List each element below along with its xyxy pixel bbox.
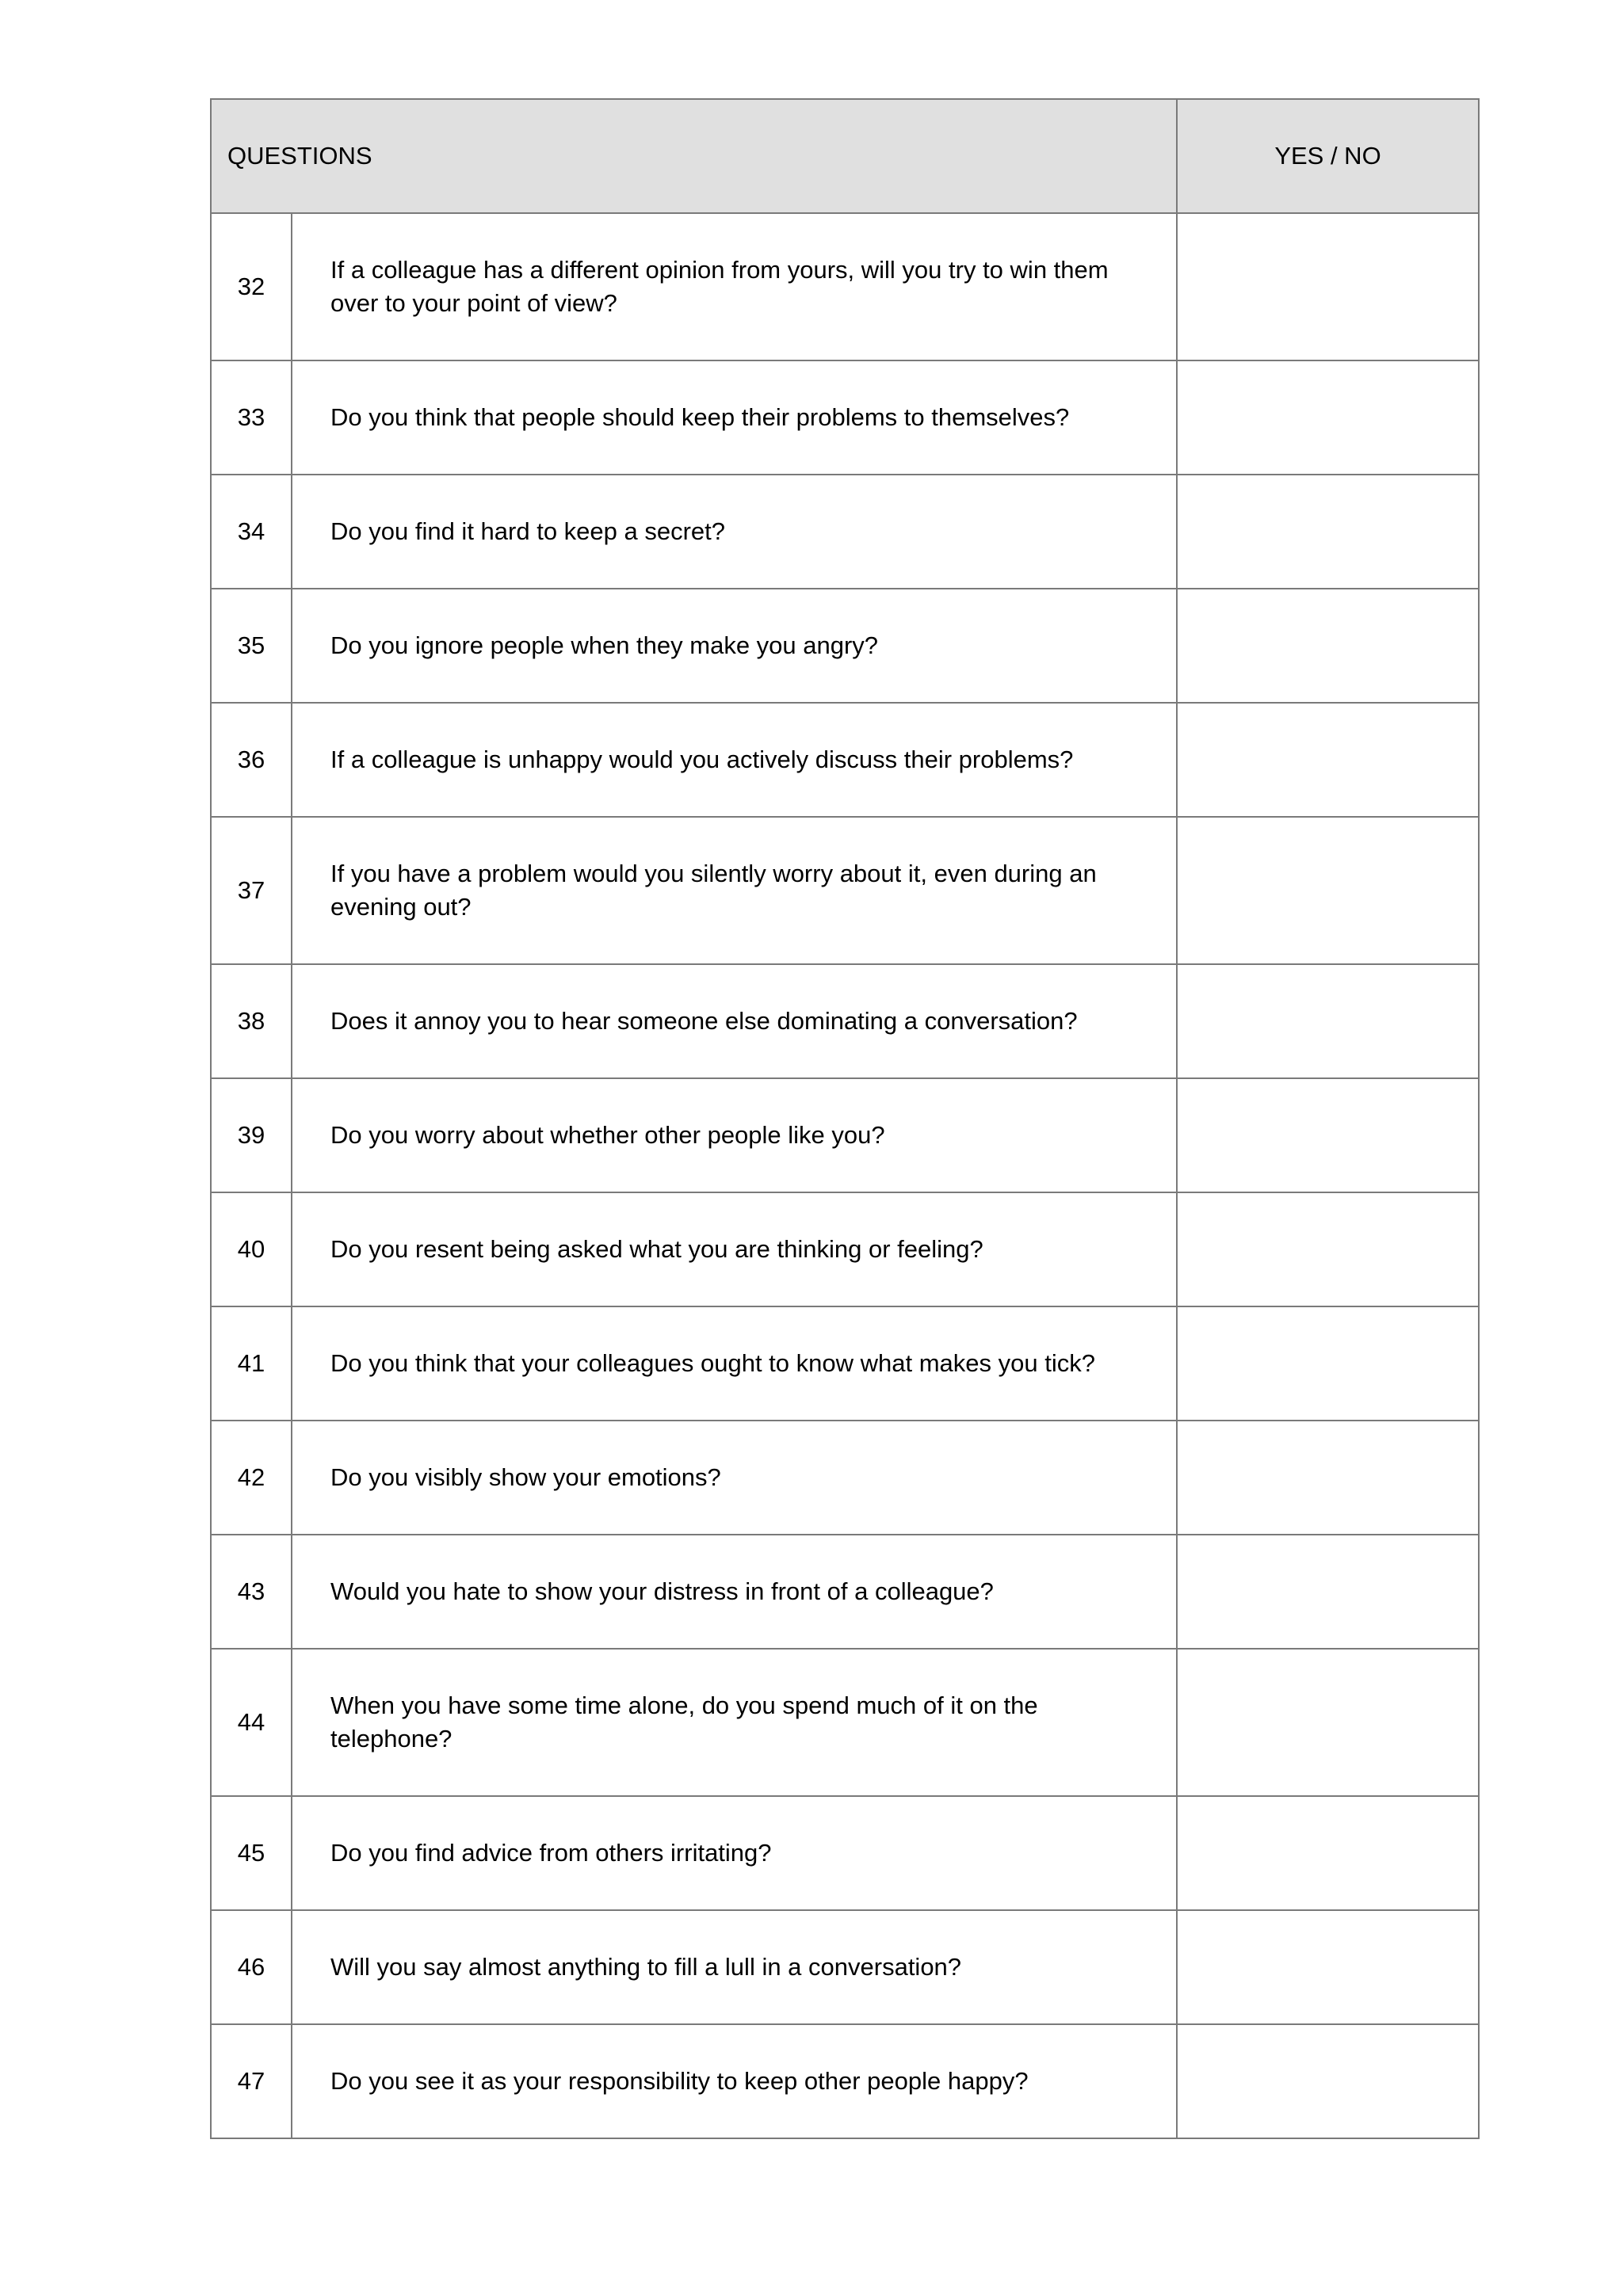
table-row [211,475,1479,589]
question-text: Do you see it as your responsibility to keep other people happy? [292,2024,1177,2138]
question-text: If a colleague has a different opinion from yours, will you try to win them over to your point of view? [292,213,1177,360]
question-text: Do you resent being asked what you are thinking or feeling? [292,1192,1177,1306]
table-row [211,589,1479,703]
question-text: Do you visibly show your emotions? [292,1421,1177,1535]
question-text: Do you find it hard to keep a secret? [292,475,1177,589]
answer-cell[interactable] [1177,964,1479,1078]
question-text: Will you say almost anything to fill a lull in a conversation? [292,1910,1177,2024]
table-row [211,1192,1479,1306]
table-header-row [211,99,1479,213]
answer-cell[interactable] [1177,1910,1479,2024]
question-number: 44 [211,1649,292,1796]
question-number: 38 [211,964,292,1078]
table-row [211,213,1479,360]
question-number: 33 [211,360,292,475]
table-row [211,703,1479,817]
question-number: 42 [211,1421,292,1535]
answer-cell[interactable] [1177,1078,1479,1192]
question-number: 40 [211,1192,292,1306]
question-text: Would you hate to show your distress in front of a colleague? [292,1535,1177,1649]
question-number: 46 [211,1910,292,2024]
question-number: 43 [211,1535,292,1649]
answer-cell[interactable] [1177,1306,1479,1421]
question-number: 37 [211,817,292,964]
table-row [211,1910,1479,2024]
table-row [211,2024,1479,2138]
question-text: Does it annoy you to hear someone else dominating a conversation? [292,964,1177,1078]
table-row [211,1535,1479,1649]
table-row [211,360,1479,475]
table-row [211,1796,1479,1910]
answer-cell[interactable] [1177,703,1479,817]
table-row [211,817,1479,964]
question-number: 36 [211,703,292,817]
questions-column-header: QUESTIONS [211,99,1177,213]
answer-cell[interactable] [1177,213,1479,360]
question-text: If you have a problem would you silently worry about it, even during an evening out? [292,817,1177,964]
answer-cell[interactable] [1177,1421,1479,1535]
question-text: Do you ignore people when they make you angry? [292,589,1177,703]
question-text: Do you think that your colleagues ought to know what makes you tick? [292,1306,1177,1421]
question-number: 34 [211,475,292,589]
question-text: If a colleague is unhappy would you actively discuss their problems? [292,703,1177,817]
question-text: Do you worry about whether other people like you? [292,1078,1177,1192]
table-row [211,1649,1479,1796]
question-number: 32 [211,213,292,360]
question-number: 47 [211,2024,292,2138]
table-row [211,964,1479,1078]
question-text: Do you find advice from others irritating? [292,1796,1177,1910]
table-row [211,1421,1479,1535]
answer-cell[interactable] [1177,589,1479,703]
answer-cell[interactable] [1177,2024,1479,2138]
table-row [211,1078,1479,1192]
question-number: 39 [211,1078,292,1192]
question-text: Do you think that people should keep their problems to themselves? [292,360,1177,475]
question-number: 35 [211,589,292,703]
answer-cell[interactable] [1177,1796,1479,1910]
answer-cell[interactable] [1177,475,1479,589]
question-number: 45 [211,1796,292,1910]
table-row [211,1306,1479,1421]
question-number: 41 [211,1306,292,1421]
answer-cell[interactable] [1177,1192,1479,1306]
answer-cell[interactable] [1177,1649,1479,1796]
yes-no-column-header: YES / NO [1177,99,1479,213]
questionnaire-table [210,98,1480,2139]
question-text: When you have some time alone, do you spend much of it on the telephone? [292,1649,1177,1796]
answer-cell[interactable] [1177,817,1479,964]
answer-cell[interactable] [1177,360,1479,475]
answer-cell[interactable] [1177,1535,1479,1649]
